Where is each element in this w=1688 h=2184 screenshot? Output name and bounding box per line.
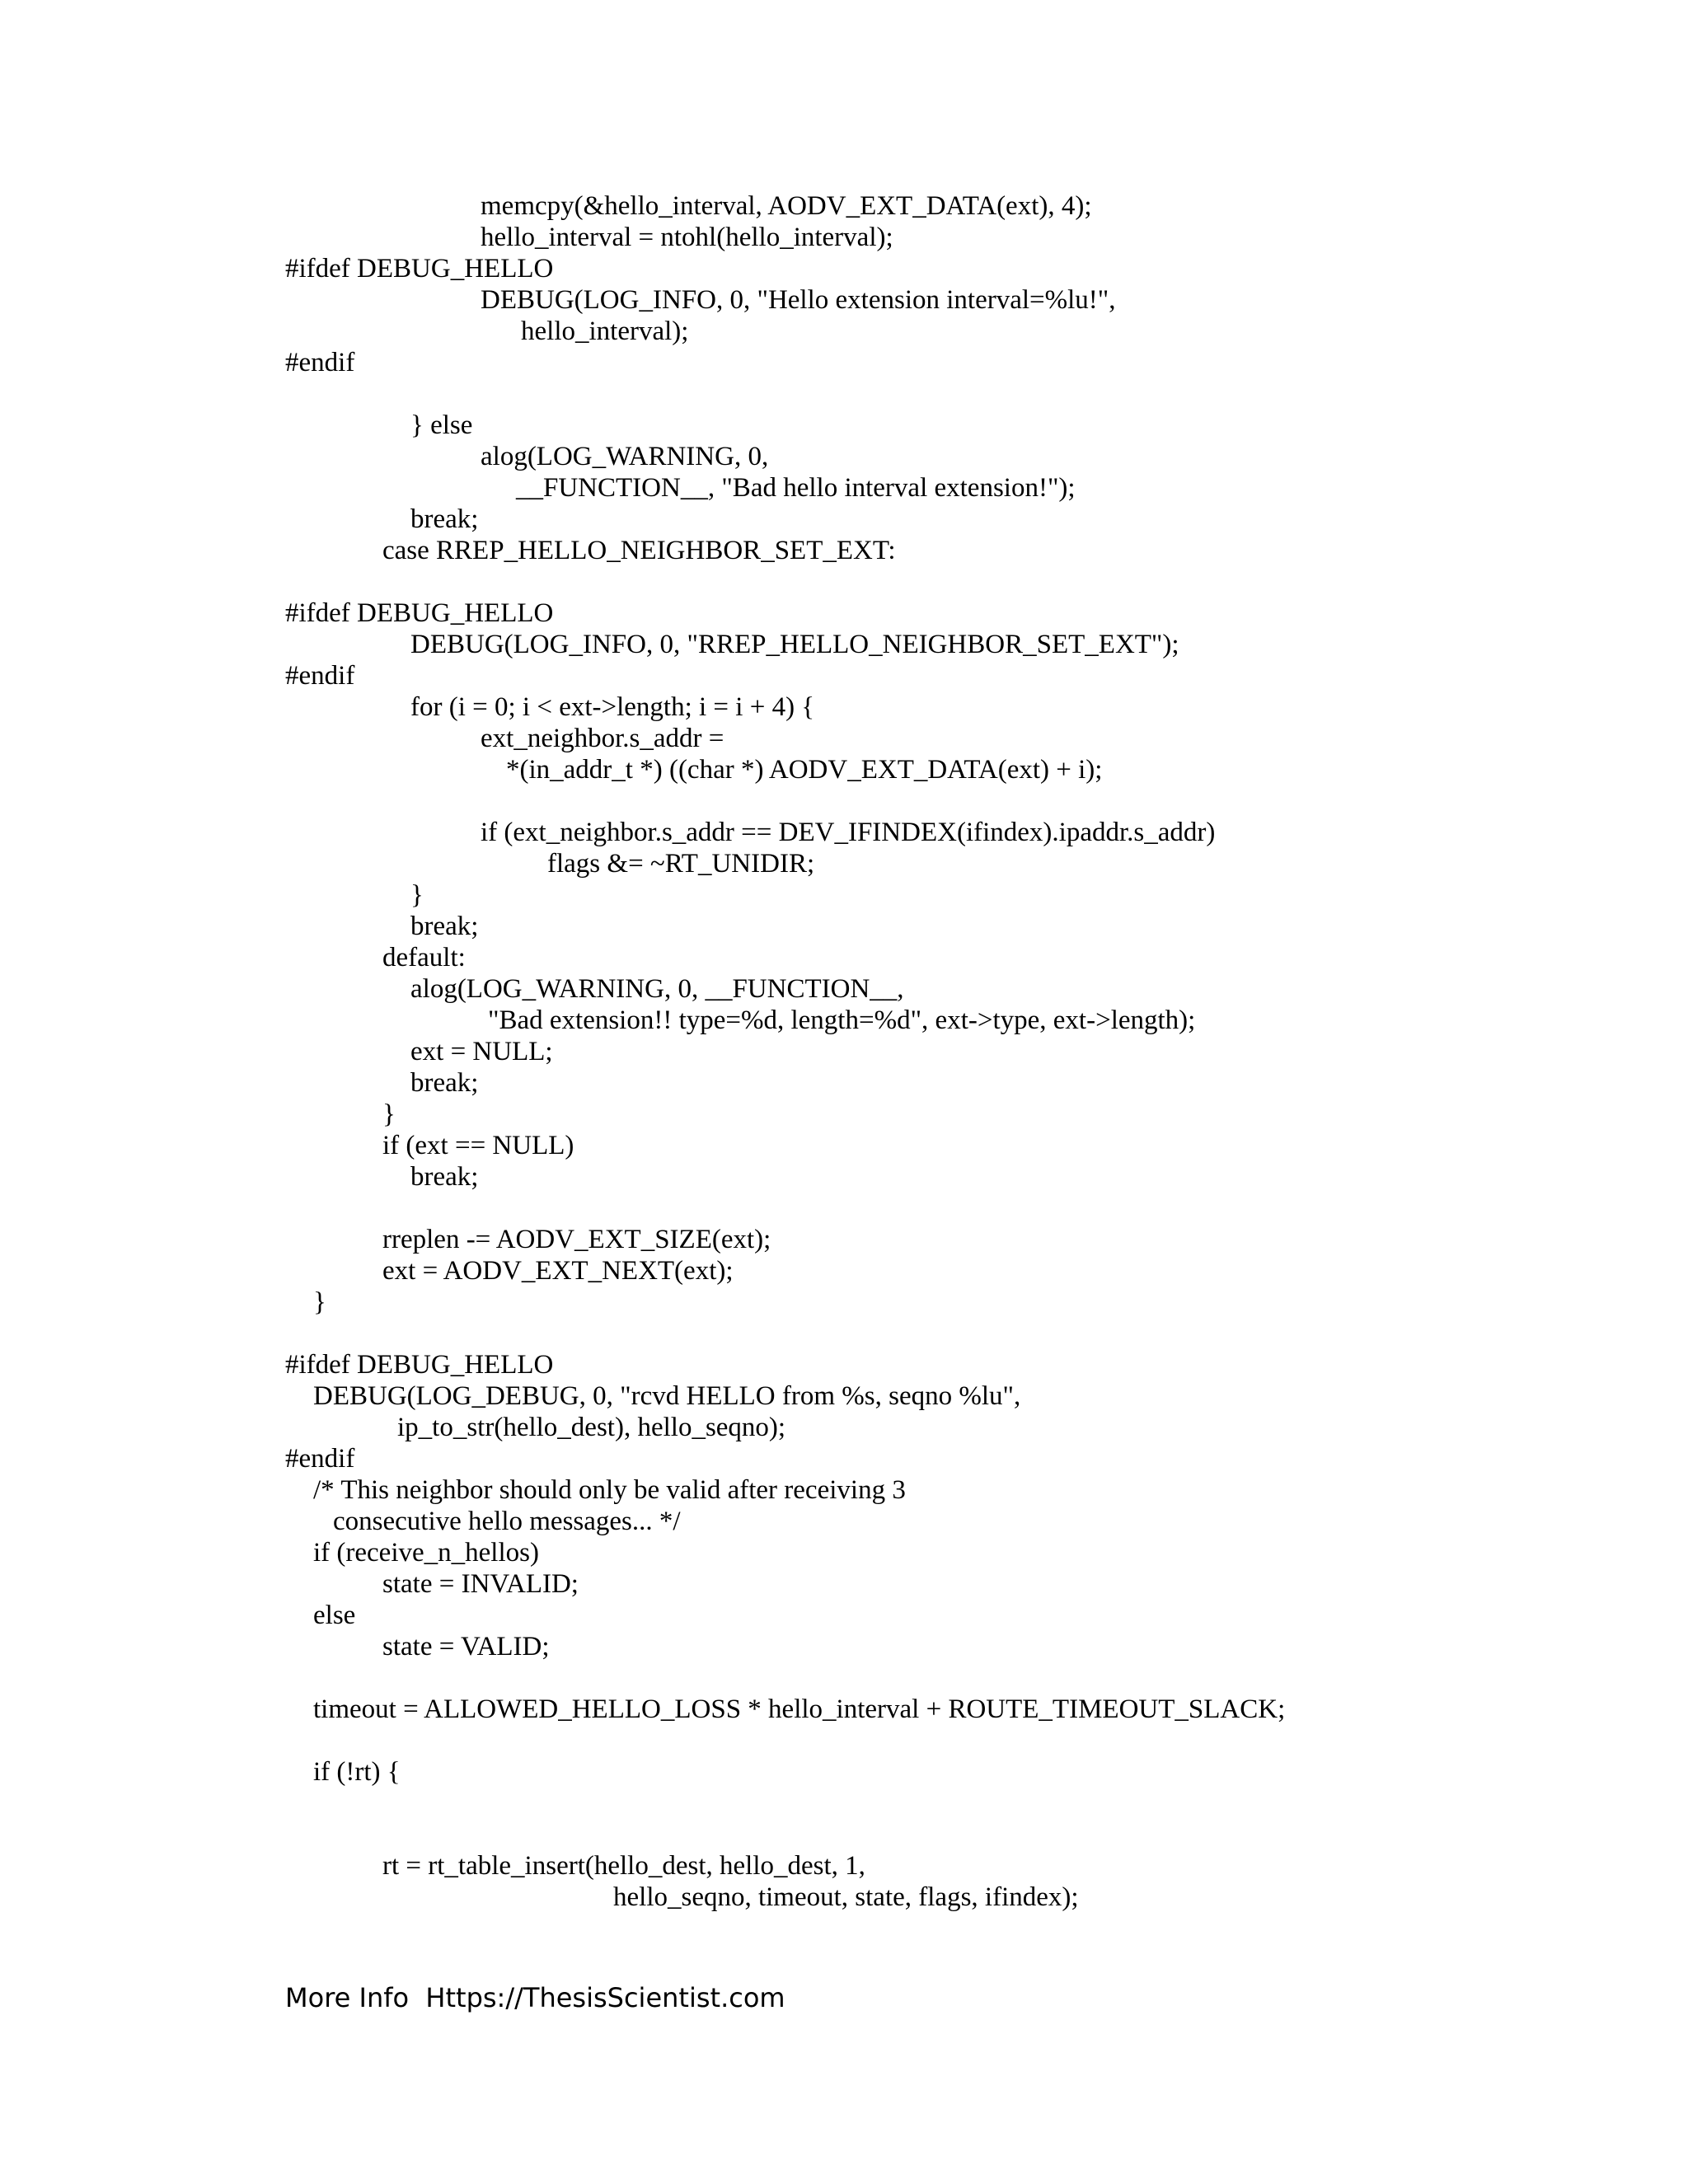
code-line: hello_seqno, timeout, state, flags, ifindex);	[613, 1882, 1079, 1912]
code-line: ext = NULL;	[410, 1037, 553, 1066]
code-line: if (!rt) {	[313, 1757, 401, 1787]
footer-more-info: More Info Https://ThesisScientist.com	[285, 1982, 785, 2013]
code-line: }	[410, 880, 424, 910]
code-line: #endif	[285, 661, 355, 691]
code-line: DEBUG(LOG_DEBUG, 0, "rcvd HELLO from %s, seqno %lu",	[313, 1381, 1021, 1411]
code-line: else	[313, 1601, 356, 1630]
code-line: break;	[410, 1162, 479, 1192]
code-line: DEBUG(LOG_INFO, 0, "RREP_HELLO_NEIGHBOR_SET_EXT");	[410, 630, 1179, 659]
code-line: #ifdef DEBUG_HELLO	[285, 598, 554, 628]
code-line: #endif	[285, 348, 355, 377]
code-line: state = INVALID;	[382, 1569, 579, 1599]
code-line: ext = AODV_EXT_NEXT(ext);	[382, 1256, 734, 1286]
code-line: __FUNCTION__, "Bad hello interval extension!");	[516, 473, 1076, 503]
code-line: #ifdef DEBUG_HELLO	[285, 1350, 554, 1380]
code-line: case RREP_HELLO_NEIGHBOR_SET_EXT:	[382, 536, 896, 565]
code-line: DEBUG(LOG_INFO, 0, "Hello extension interval=%lu!",	[481, 285, 1116, 315]
code-line: rt = rt_table_insert(hello_dest, hello_dest, 1,	[382, 1851, 865, 1881]
code-line: flags &= ~RT_UNIDIR;	[547, 849, 815, 879]
code-line: break;	[410, 504, 479, 534]
code-line: for (i = 0; i < ext->length; i = i + 4) {	[410, 692, 815, 722]
code-line: }	[382, 1099, 396, 1129]
code-line: state = VALID;	[382, 1632, 550, 1661]
code-line: #ifdef DEBUG_HELLO	[285, 254, 554, 284]
code-line: if (ext == NULL)	[382, 1131, 574, 1160]
code-line: #endif	[285, 1444, 355, 1474]
code-line: hello_interval = ntohl(hello_interval);	[481, 223, 893, 252]
code-line: break;	[410, 912, 479, 941]
code-line: consecutive hello messages... */	[333, 1507, 681, 1536]
code-line: hello_interval);	[521, 316, 689, 346]
code-line: ip_to_str(hello_dest), hello_seqno);	[397, 1413, 786, 1442]
code-line: } else	[410, 410, 473, 440]
code-line: break;	[410, 1068, 479, 1098]
code-line: memcpy(&hello_interval, AODV_EXT_DATA(ext), 4);	[481, 191, 1092, 221]
code-line: alog(LOG_WARNING, 0, __FUNCTION__,	[410, 974, 904, 1004]
code-line: }	[313, 1287, 326, 1317]
code-line: rreplen -= AODV_EXT_SIZE(ext);	[382, 1225, 771, 1254]
code-line: ext_neighbor.s_addr =	[481, 724, 724, 753]
code-line: /* This neighbor should only be valid after receiving 3	[313, 1475, 906, 1505]
code-line: alog(LOG_WARNING, 0,	[481, 442, 769, 471]
code-line: if (receive_n_hellos)	[313, 1538, 539, 1568]
code-line: "Bad extension!! type=%d, length=%d", ext->type, ext->length);	[488, 1005, 1196, 1035]
code-line: *(in_addr_t *) ((char *) AODV_EXT_DATA(ext) + i);	[506, 755, 1103, 785]
code-line: if (ext_neighbor.s_addr == DEV_IFINDEX(ifindex).ipaddr.s_addr)	[481, 818, 1216, 847]
code-line: default:	[382, 943, 466, 972]
code-line: timeout = ALLOWED_HELLO_LOSS * hello_interval + ROUTE_TIMEOUT_SLACK;	[313, 1694, 1286, 1724]
